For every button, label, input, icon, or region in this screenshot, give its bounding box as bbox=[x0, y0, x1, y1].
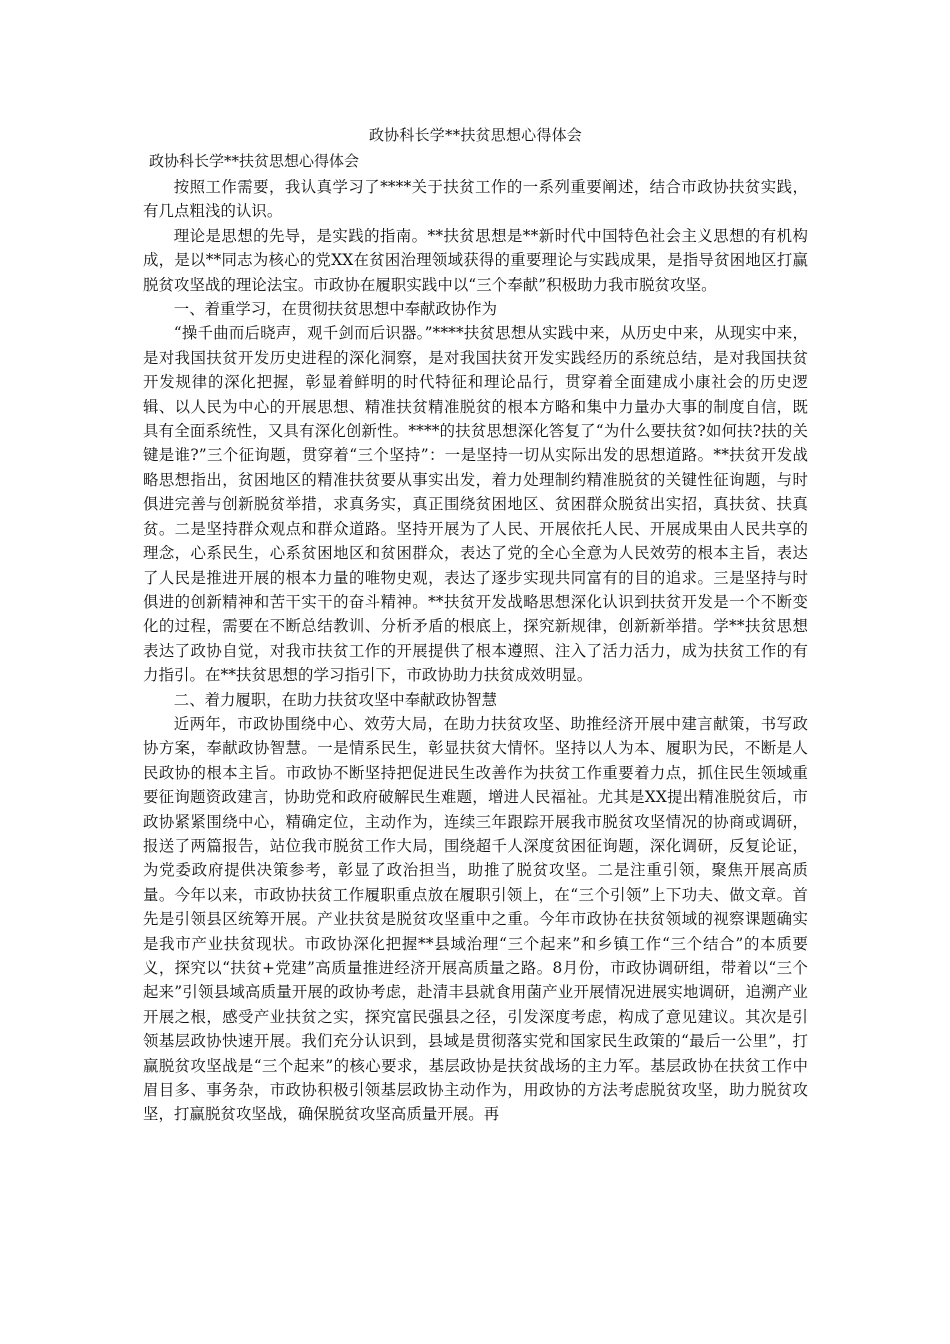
document-body bbox=[143, 125, 808, 1127]
document-title: 政协科长学**扶贫思想心得体会 bbox=[368, 126, 582, 144]
section-paragraph-1: “操千曲而后晓声，观千剑而后识器。”****扶贫思想从实践中来，从历史中来，从现实中来，是对我国扶贫开发历史进程的深化洞察，是对我国扶贫开发实践经历的系统总结，是对我国扶贫开发规律的深化把握，彰显着鲜明的时代特征和理论品行，贯穿着全面建成小康社会的历史逻辑、以人民为中心的开展思想、精准扶贫精准脱贫的根本方略和集中力量办大事的制度自信，既具有全面系统性，又具有深化创新性。****的扶贫思想深化答复了“为什么要扶贫?如何扶?扶的关键是谁?”三个征询题，贯穿着“三个坚持”：一是坚持一切从实际出发的思想道路。**扶贫开发战略思想指出，贫困地区的精准扶贫要从事实出发，着力处理制约精准脱贫的关键性征询题，与时俱进完善与创新脱贫举措，求真务实，真正围绕贫困地区、贫困群众脱贫出实招，真扶贫、扶真贫。二是坚持群众观点和群众道路。坚持开展为了人民、开展依托人民、开展成果由人民共享的理念，心系民生，心系贫困地区和贫困群众，表达了党的全心全意为人民效劳的根本主旨，表达了人民是推进开展的根本力量的唯物史观，表达了逐步实现共同富有的目的追求。三是坚持与时俱进的创新精神和苦干实干的奋斗精神。**扶贫开发战略思想深化认识到扶贫开发是一个不断变化的过程，需要在不断总结教训、分析矛盾的根底上，探究新规律，创新新举措。学**扶贫思想表达了政协自觉，对我市扶贫工作的开展提供了根本遵照、注入了活力活力，成为扶贫工作的有力指引。在**扶贫思想的学习指引下，市政协助力扶贫成效明显。 bbox=[143, 324, 808, 685]
section-paragraph-2: 近两年，市政协围绕中心、效劳大局，在助力扶贫攻坚、助推经济开展中建言献策，书写政协方案，奉献政协智慧。一是情系民生，彰显扶贫大情怀。坚持以人为本、履职为民，不断是人民政协的根本主旨。市政协不断坚持把促进民生改善作为扶贫工作重要着力点，抓住民生领域重要征询题资政建言，协助党和政府破解民生难题，增进人民福祉。尤其是XX提出精准脱贫后，市政协紧紧围绕中心，精确定位，主动作为，连续三年跟踪开展我市脱贫攻坚情况的协商或调研，报送了两篇报告，站位我市脱贫工作大局，围绕超千人深度贫困征询题，深化调研，反复论证，为党委政府提供决策参考，彰显了政治担当，助推了脱贫攻坚。二是注重引领，聚焦开展高质量。今年以来，市政协扶贫工作履职重点放在履职引领上，在“三个引领”上下功夫、做文章。首先是引领县区统筹开展。产业扶贫是脱贫攻坚重中之重。今年市政协在扶贫领域的视察课题确实是我市产业扶贫现状。市政协深化把握**县域治理“三个起来”和乡镇工作“三个结合”的本质要义，探究以“扶贫+党建”高质量推进经济开展高质量之路。8月份，市政协调研组，带着以“三个起来”引领县域高质量开展的政协考虑，赴清丰县就食用菌产业开展情况进展实地调研，追溯产业开展之根，感受产业扶贫之实，探究富民强县之径，引发深度考虑，构成了意见建议。其次是引领基层政协快速开展。我们充分认识到，县域是贯彻落实党和国家民生政策的“最后一公里”，打赢脱贫攻坚战是“三个起来”的核心要求，基层政协是扶贫战场的主力军。基层政协在扶贫工作中眉目多、事务杂，市政协积极引领基层政协主动作为，用政协的方法考虑脱贫攻坚，助力脱贫攻坚，打赢脱贫攻坚战，确保脱贫攻坚高质量开展。再 bbox=[143, 714, 808, 1124]
theory-paragraph: 理论是思想的先导，是实践的指南。**扶贫思想是**新时代中国特色社会主义思想的有机构成，是以**同志为核心的党XX在贫困治理领域获得的重要理论与实践成果，是指导贫困地区打赢脱贫攻坚战的理论法宝。市政协在履职实践中以“三个奉献”积极助力我市脱贫攻坚。 bbox=[143, 226, 808, 294]
section-heading-1: 一、着重学习，在贯彻扶贫思想中奉献政协作为 bbox=[173, 300, 498, 319]
intro-paragraph: 按照工作需要，我认真学习了****关于扶贫工作的一系列重要阐述，结合市政协扶贫实践，有几点粗浅的认识。 bbox=[143, 178, 808, 221]
section-heading-2: 二、着力履职，在助力扶贫攻坚中奉献政协智慧 bbox=[173, 690, 498, 709]
document-subtitle: 政协科长学**扶贫思想心得体会 bbox=[149, 152, 360, 170]
